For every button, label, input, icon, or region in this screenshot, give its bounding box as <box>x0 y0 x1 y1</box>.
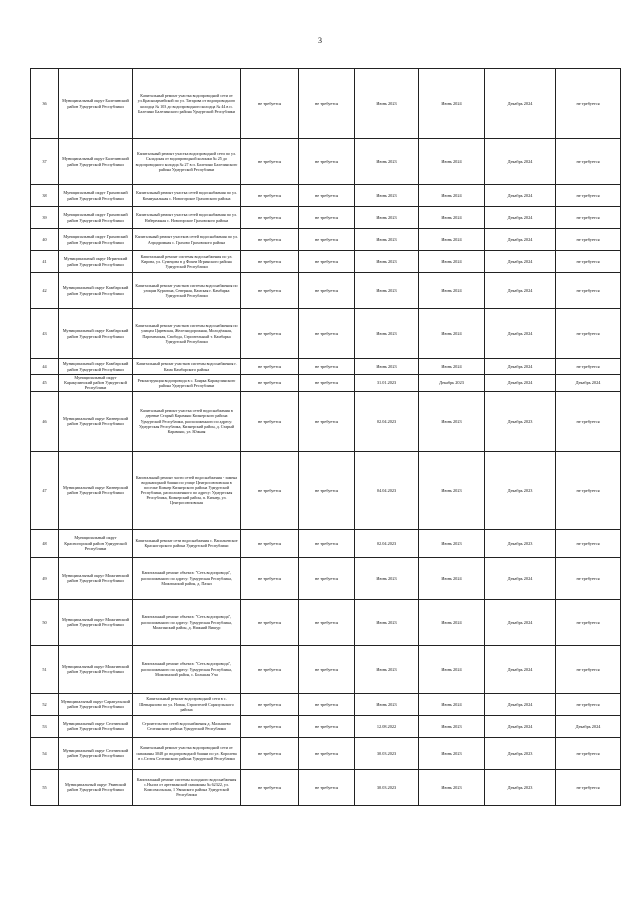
row-number: 45 <box>31 375 59 392</box>
municipality-cell: Муниципальный округ Игринский район Удмуртской Республики <box>59 251 133 273</box>
row-number: 40 <box>31 229 59 251</box>
object-cell: Капитальный ремонт участков системы водоснабжения г. Кама Камбарского района <box>133 359 241 375</box>
design-docs-cell: не требуется <box>241 451 299 529</box>
completion-cell: Декабрь 2024 <box>485 207 556 229</box>
municipality-cell: Муниципальный округ Селтинский район Удмуртской Республики <box>59 715 133 737</box>
expertise-cell: не требуется <box>299 185 355 207</box>
start-date-cell: Июнь 2023 <box>355 599 419 645</box>
completion-cell: Декабрь 2023 <box>485 391 556 451</box>
completion-cell: Декабрь 2023 <box>485 769 556 805</box>
design-end-cell: Июнь 2024 <box>419 207 485 229</box>
table-row <box>31 359 621 375</box>
table-row <box>31 139 621 185</box>
design-end-cell: Июнь 2024 <box>419 139 485 185</box>
start-date-cell: 04.04.2023 <box>355 451 419 529</box>
expertise-cell: не требуется <box>299 391 355 451</box>
expertise-cell: не требуется <box>299 229 355 251</box>
completion-cell: Декабрь 2024 <box>485 309 556 359</box>
start-date-cell: Июнь 2023 <box>355 207 419 229</box>
table-row <box>31 769 621 805</box>
start-date-cell: Июнь 2023 <box>355 645 419 693</box>
expertise-cell: не требуется <box>299 645 355 693</box>
design-docs-cell: не требуется <box>241 693 299 715</box>
object-cell: Капитальный ремонт участка водопроводной сети по ул. Складская от водопроводной колонки № 25 до водопроводного колодца № 27 в п. Балезино Балезинского района Удмуртской Республики <box>133 139 241 185</box>
object-cell: Капитальный ремонт участка водопроводной сети от ул.Красноармейской по ул. Татарова от водопроводного колодца № 103 до водопроводного колодца № 44 в п. Балезино Балезинского района Удмуртской Республики <box>133 69 241 139</box>
design-end-cell: Июнь 2024 <box>419 599 485 645</box>
municipality-cell: Муниципальный округ Камбарский район Удмуртской Республики <box>59 309 133 359</box>
start-date-cell: Июнь 2023 <box>355 693 419 715</box>
row-number: 43 <box>31 309 59 359</box>
municipality-cell: Муниципальный округ Селтинский район Удмуртской Республики <box>59 737 133 769</box>
object-cell: Капитальный ремонт сети водоснабжения с. Васильевское Красногорского района Удмуртской Республики <box>133 529 241 557</box>
municipality-cell: Муниципальный округ Сарапульский район Удмуртской Республики <box>59 693 133 715</box>
commissioning-cell: не требуется <box>556 391 621 451</box>
object-cell: Капитальный ремонт участка сетей водоснабжения по ул. Набережная с. Новогорское Граховского района <box>133 207 241 229</box>
design-docs-cell: не требуется <box>241 207 299 229</box>
completion-cell: Декабрь 2024 <box>485 359 556 375</box>
table-row <box>31 737 621 769</box>
start-date-cell: Июнь 2023 <box>355 359 419 375</box>
row-number: 41 <box>31 251 59 273</box>
completion-cell: Декабрь 2024 <box>485 185 556 207</box>
object-cell: Капитальный ремонт части сетей водоснабжения - замена водонапорной башни по улице Центросоюзовская в поселке Кизнер Кизнерского района Удмуртской Республики, расположенного по адресу: Удмуртская Республика, Кизнерский район, п. Кизнер, ул. Центросоюзовская <box>133 451 241 529</box>
design-docs-cell: не требуется <box>241 185 299 207</box>
completion-cell: Декабрь 2023 <box>485 451 556 529</box>
municipality-cell: Муниципальный округ Можгинский район Удмуртской Республики <box>59 599 133 645</box>
object-cell: Капитальный ремонт участка сетей водоснабжения по ул. Коммунальная с. Новогорское Граховского района <box>133 185 241 207</box>
start-date-cell: 02.04.2023 <box>355 529 419 557</box>
expertise-cell: не требуется <box>299 139 355 185</box>
design-end-cell: Июнь 2024 <box>419 693 485 715</box>
commissioning-cell: Декабрь 2024 <box>556 375 621 392</box>
expertise-cell: не требуется <box>299 769 355 805</box>
row-number: 47 <box>31 451 59 529</box>
expertise-cell: не требуется <box>299 715 355 737</box>
expertise-cell: не требуется <box>299 309 355 359</box>
commissioning-cell: не требуется <box>556 69 621 139</box>
row-number: 42 <box>31 273 59 309</box>
municipality-cell: Муниципальный округ Камбарский район Удмуртской Республики <box>59 359 133 375</box>
municipality-cell: Муниципальный округ Красногорский район Удмуртской Республики <box>59 529 133 557</box>
object-cell: Капитальный ремонт объекта: "Сеть водопровода", расположенного по адресу: Удмуртская Республика, Можгинский район, д. Нижний Вишур <box>133 599 241 645</box>
commissioning-cell: не требуется <box>556 139 621 185</box>
object-cell: Капитальный ремонт объекта: "Сеть водопровода", расположенного по адресу: Удмуртская Республика, Можгинский район, с. Большая Уча <box>133 645 241 693</box>
design-docs-cell: не требуется <box>241 645 299 693</box>
table-row <box>31 599 621 645</box>
start-date-cell: Июнь 2023 <box>355 229 419 251</box>
repair-schedule-table <box>30 68 621 806</box>
table-row <box>31 451 621 529</box>
row-number: 55 <box>31 769 59 805</box>
expertise-cell: не требуется <box>299 737 355 769</box>
design-end-cell: Июнь 2024 <box>419 273 485 309</box>
commissioning-cell: не требуется <box>556 207 621 229</box>
design-docs-cell: не требуется <box>241 529 299 557</box>
design-end-cell: Декабрь 2023 <box>419 375 485 392</box>
row-number: 38 <box>31 185 59 207</box>
completion-cell: Декабрь 2024 <box>485 557 556 599</box>
municipality-cell: Муниципальный округ Балезинский район Удмуртской Республики <box>59 139 133 185</box>
commissioning-cell: не требуется <box>556 359 621 375</box>
design-end-cell: Июнь 2023 <box>419 715 485 737</box>
table-row <box>31 529 621 557</box>
municipality-cell: Муниципальный округ Можгинский район Удмуртской Республики <box>59 645 133 693</box>
expertise-cell: не требуется <box>299 693 355 715</box>
design-end-cell: Июнь 2023 <box>419 737 485 769</box>
completion-cell: Декабрь 2024 <box>485 645 556 693</box>
completion-cell: Декабрь 2024 <box>485 693 556 715</box>
design-end-cell: Июнь 2024 <box>419 69 485 139</box>
expertise-cell: не требуется <box>299 359 355 375</box>
table-row <box>31 375 621 392</box>
page-number: 3 <box>318 36 322 45</box>
municipality-cell: Муниципальный округ Кизнерский район Удмуртской Республики <box>59 451 133 529</box>
design-docs-cell: не требуется <box>241 229 299 251</box>
design-end-cell: Июнь 2023 <box>419 529 485 557</box>
design-docs-cell: не требуется <box>241 715 299 737</box>
municipality-cell: Муниципальный округ Каракулинский район Удмуртской Республики <box>59 375 133 392</box>
design-docs-cell: не требуется <box>241 599 299 645</box>
municipality-cell: Муниципальный округ Кизнерский район Удмуртской Республики <box>59 391 133 451</box>
completion-cell: Декабрь 2024 <box>485 273 556 309</box>
design-docs-cell: не требуется <box>241 359 299 375</box>
design-docs-cell: не требуется <box>241 69 299 139</box>
start-date-cell: Июнь 2023 <box>355 139 419 185</box>
municipality-cell: Муниципальный округ Увинский район Удмуртской Республики <box>59 769 133 805</box>
design-end-cell: Июнь 2024 <box>419 359 485 375</box>
design-end-cell: Июнь 2024 <box>419 185 485 207</box>
table-row <box>31 273 621 309</box>
completion-cell: Декабрь 2024 <box>485 139 556 185</box>
design-docs-cell: не требуется <box>241 309 299 359</box>
table-row <box>31 715 621 737</box>
table-row <box>31 309 621 359</box>
row-number: 46 <box>31 391 59 451</box>
row-number: 36 <box>31 69 59 139</box>
start-date-cell: Июнь 2023 <box>355 273 419 309</box>
municipality-cell: Муниципальный округ Граховский район Удмуртской Республики <box>59 185 133 207</box>
design-end-cell: Июнь 2023 <box>419 451 485 529</box>
design-docs-cell: не требуется <box>241 375 299 392</box>
completion-cell: Декабрь 2024 <box>485 229 556 251</box>
design-end-cell: Июнь 2023 <box>419 769 485 805</box>
commissioning-cell: не требуется <box>556 645 621 693</box>
row-number: 48 <box>31 529 59 557</box>
start-date-cell: 31.01.2023 <box>355 375 419 392</box>
commissioning-cell: Декабрь 2024 <box>556 715 621 737</box>
municipality-cell: Муниципальный округ Камбарский район Удмуртской Республики <box>59 273 133 309</box>
table-row <box>31 693 621 715</box>
object-cell: Капитальный ремонт системы водоснабжения по ул. Кирова, ул. Сумецова в д Фокеи Игринского района Удмуртской Республики <box>133 251 241 273</box>
table-row <box>31 207 621 229</box>
start-date-cell: Июнь 2023 <box>355 309 419 359</box>
expertise-cell: не требуется <box>299 251 355 273</box>
municipality-cell: Муниципальный округ Можгинский район Удмуртской Республики <box>59 557 133 599</box>
object-cell: Капитальный ремонт системы холодного водоснабжения с.Нылга от артезианской скважины № 62322, ул. Комсомольская, 1 Увинского района Удмуртской Республики <box>133 769 241 805</box>
commissioning-cell: не требуется <box>556 185 621 207</box>
commissioning-cell: не требуется <box>556 229 621 251</box>
object-cell: Реконструкция водопровода в с. Боярка Каракулинского района Удмуртской Республики <box>133 375 241 392</box>
row-number: 49 <box>31 557 59 599</box>
expertise-cell: не требуется <box>299 207 355 229</box>
design-docs-cell: не требуется <box>241 557 299 599</box>
table-body <box>31 69 621 806</box>
design-end-cell: Июнь 2024 <box>419 645 485 693</box>
commissioning-cell: не требуется <box>556 251 621 273</box>
design-docs-cell: не требуется <box>241 251 299 273</box>
table-row <box>31 645 621 693</box>
object-cell: Капитальный ремонт участка водопроводной сети от скважины 3048 до водопроводной башни по ул. Королева в с.Селты Селтинского района Удмуртской Республики <box>133 737 241 769</box>
design-end-cell: Июнь 2024 <box>419 557 485 599</box>
design-end-cell: Июнь 2023 <box>419 391 485 451</box>
commissioning-cell: не требуется <box>556 451 621 529</box>
start-date-cell: 30.03.2023 <box>355 737 419 769</box>
object-cell: Капитальный ремонт участков сетей водоснабжения по ул. Аэродромная с. Грахово Граховского района <box>133 229 241 251</box>
start-date-cell: Июнь 2023 <box>355 185 419 207</box>
start-date-cell: Июнь 2023 <box>355 69 419 139</box>
object-cell: Капитальный ремонт участка сетей водоснабжения в деревне Старый Карамыш Кизнерского района Удмуртской Республики, расположенного по адресу: Удмуртская Республика, Кизнерский район, д. Старый Карамыш, ул. Южная <box>133 391 241 451</box>
expertise-cell: не требуется <box>299 529 355 557</box>
start-date-cell: 30.03.2023 <box>355 769 419 805</box>
row-number: 50 <box>31 599 59 645</box>
design-docs-cell: не требуется <box>241 139 299 185</box>
design-end-cell: Июнь 2024 <box>419 251 485 273</box>
commissioning-cell: не требуется <box>556 769 621 805</box>
start-date-cell: 02.04.2023 <box>355 391 419 451</box>
table-row <box>31 557 621 599</box>
municipality-cell: Муниципальный округ Граховский район Удмуртской Республики <box>59 229 133 251</box>
expertise-cell: не требуется <box>299 69 355 139</box>
design-end-cell: Июнь 2024 <box>419 309 485 359</box>
row-number: 51 <box>31 645 59 693</box>
row-number: 52 <box>31 693 59 715</box>
object-cell: Капитальный ремонт водопроводной сети в с. Шевырялово по ул. Новая, Строителей Сарапульского района <box>133 693 241 715</box>
commissioning-cell: не требуется <box>556 693 621 715</box>
commissioning-cell: не требуется <box>556 599 621 645</box>
start-date-cell: Июнь 2023 <box>355 557 419 599</box>
design-end-cell: Июнь 2024 <box>419 229 485 251</box>
expertise-cell: не требуется <box>299 451 355 529</box>
completion-cell: Декабрь 2024 <box>485 715 556 737</box>
design-docs-cell: не требуется <box>241 391 299 451</box>
municipality-cell: Муниципальный округ Балезинский район Удмуртской Республики <box>59 69 133 139</box>
table-row <box>31 251 621 273</box>
row-number: 53 <box>31 715 59 737</box>
start-date-cell: Июнь 2023 <box>355 251 419 273</box>
expertise-cell: не требуется <box>299 375 355 392</box>
object-cell: Капитальный ремонт объекта: "Сеть водопровода", расположенного по адресу: Удмуртская Республика, Можгинский район, д. Пазял <box>133 557 241 599</box>
start-date-cell: 12.08.2022 <box>355 715 419 737</box>
completion-cell: Декабрь 2023 <box>485 737 556 769</box>
completion-cell: Декабрь 2024 <box>485 375 556 392</box>
table-row <box>31 391 621 451</box>
commissioning-cell: не требуется <box>556 557 621 599</box>
expertise-cell: не требуется <box>299 599 355 645</box>
table-row <box>31 69 621 139</box>
table-row <box>31 229 621 251</box>
commissioning-cell: не требуется <box>556 309 621 359</box>
row-number: 37 <box>31 139 59 185</box>
design-docs-cell: не требуется <box>241 769 299 805</box>
completion-cell: Декабрь 2024 <box>485 599 556 645</box>
commissioning-cell: не требуется <box>556 737 621 769</box>
row-number: 54 <box>31 737 59 769</box>
object-cell: Строительство сетей водоснабжения д. Малышево Селтинского района Удмуртской Республики <box>133 715 241 737</box>
expertise-cell: не требуется <box>299 557 355 599</box>
design-docs-cell: не требуется <box>241 737 299 769</box>
row-number: 44 <box>31 359 59 375</box>
completion-cell: Декабрь 2023 <box>485 529 556 557</box>
municipality-cell: Муниципальный округ Граховский район Удмуртской Республики <box>59 207 133 229</box>
design-docs-cell: не требуется <box>241 273 299 309</box>
completion-cell: Декабрь 2024 <box>485 69 556 139</box>
expertise-cell: не требуется <box>299 273 355 309</box>
table-row <box>31 185 621 207</box>
commissioning-cell: не требуется <box>556 529 621 557</box>
object-cell: Капитальный ремонт участков системы водоснабжения по улицам Царевская, Железнодорожная, Молодёжная, Пароменская, Свобода, Строительный т. Камбарка Удмуртской Республики <box>133 309 241 359</box>
row-number: 39 <box>31 207 59 229</box>
object-cell: Капитальный ремонт участков системы водоснабжения по улицам Курагина, Северная, Камская г. Камбарка Удмуртской Республики <box>133 273 241 309</box>
commissioning-cell: не требуется <box>556 273 621 309</box>
completion-cell: Декабрь 2024 <box>485 251 556 273</box>
